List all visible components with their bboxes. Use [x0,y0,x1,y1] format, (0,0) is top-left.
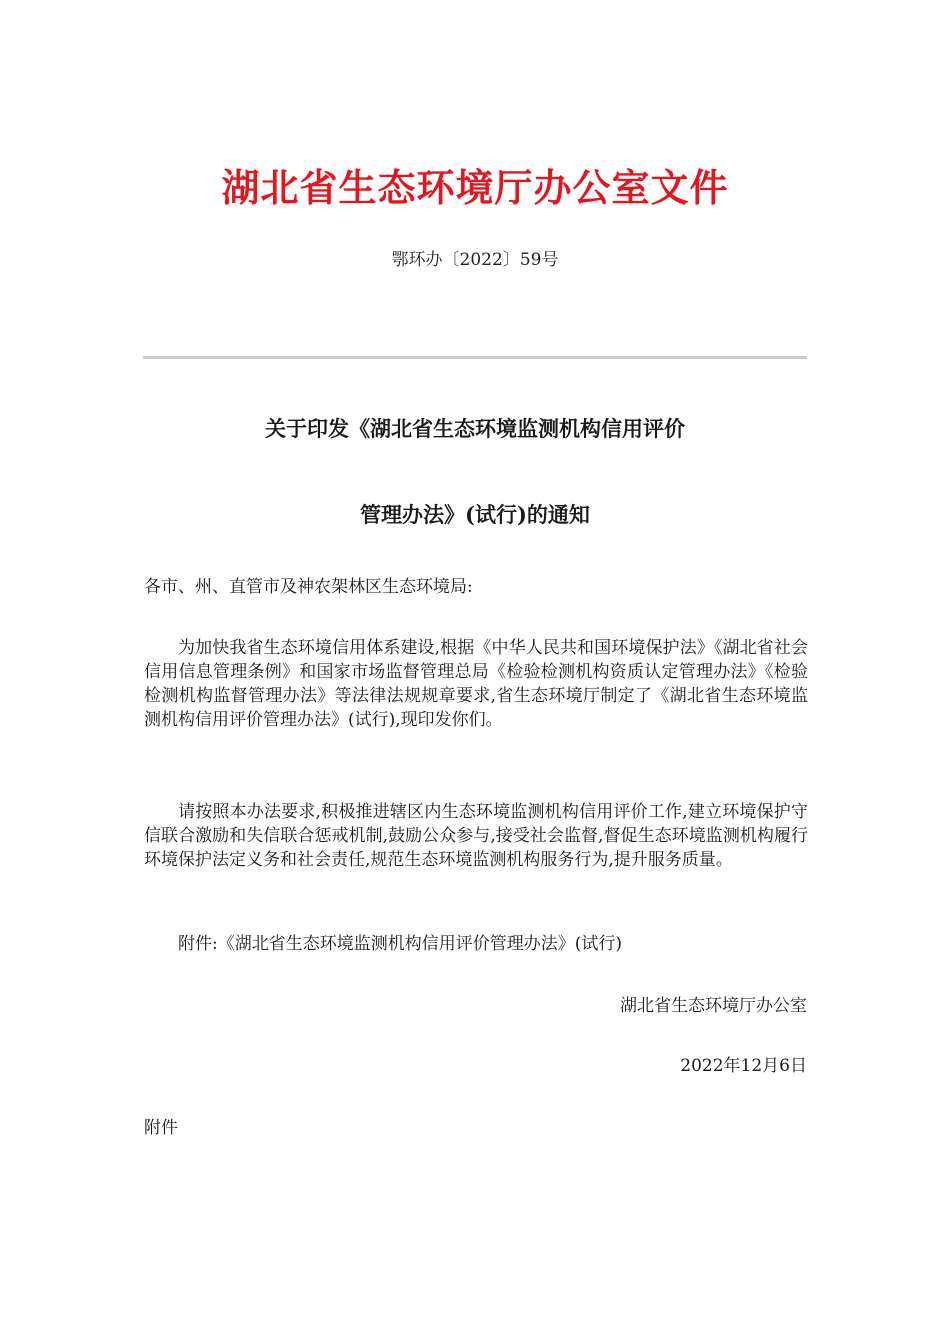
document-header: 湖北省生态环境厅办公室文件 [221,165,729,210]
issue-date: 2022年12月6日 [680,1056,807,1076]
notice-title-line-1: 关于印发《湖北省生态环境监测机构信用评价 [265,416,685,441]
attachment-reference: 附件:《湖北省生态环境监测机构信用评价管理办法》(试行) [178,934,622,954]
body-paragraph: 请按照本办法要求,积极推进辖区内生态环境监测机构信用评价工作,建立环境保护守信联合激励和失信联合惩戒机制,鼓励公众参与,接受社会监督,督促生态环境监测机构履行环境保护法定义务和社会责任,规范生态环境监测机构服务行为,提升服务质量。 [144,802,808,870]
issuer-signature: 湖北省生态环境厅办公室 [620,996,807,1016]
body-paragraph: 为加快我省生态环境信用体系建设,根据《中华人民共和国环境保护法》《湖北省社会信用信息管理条例》和国家市场监督管理总局《检验检测机构资质认定管理办法》《检验检测机构监督管理办法》等法律法规规章要求,省生态环境厅制定了《湖北省生态环境监测机构信用评价管理办法》(试行),现印发你们。 [144,638,808,730]
appendix-label: 附件 [144,1118,178,1138]
notice-title-line-2: 管理办法》(试行)的通知 [360,502,590,527]
salutation: 各市、州、直管市及神农架林区生态环境局: [144,577,473,597]
header-divider [143,356,807,359]
document-number: 鄂环办〔2022〕59号 [391,250,559,270]
